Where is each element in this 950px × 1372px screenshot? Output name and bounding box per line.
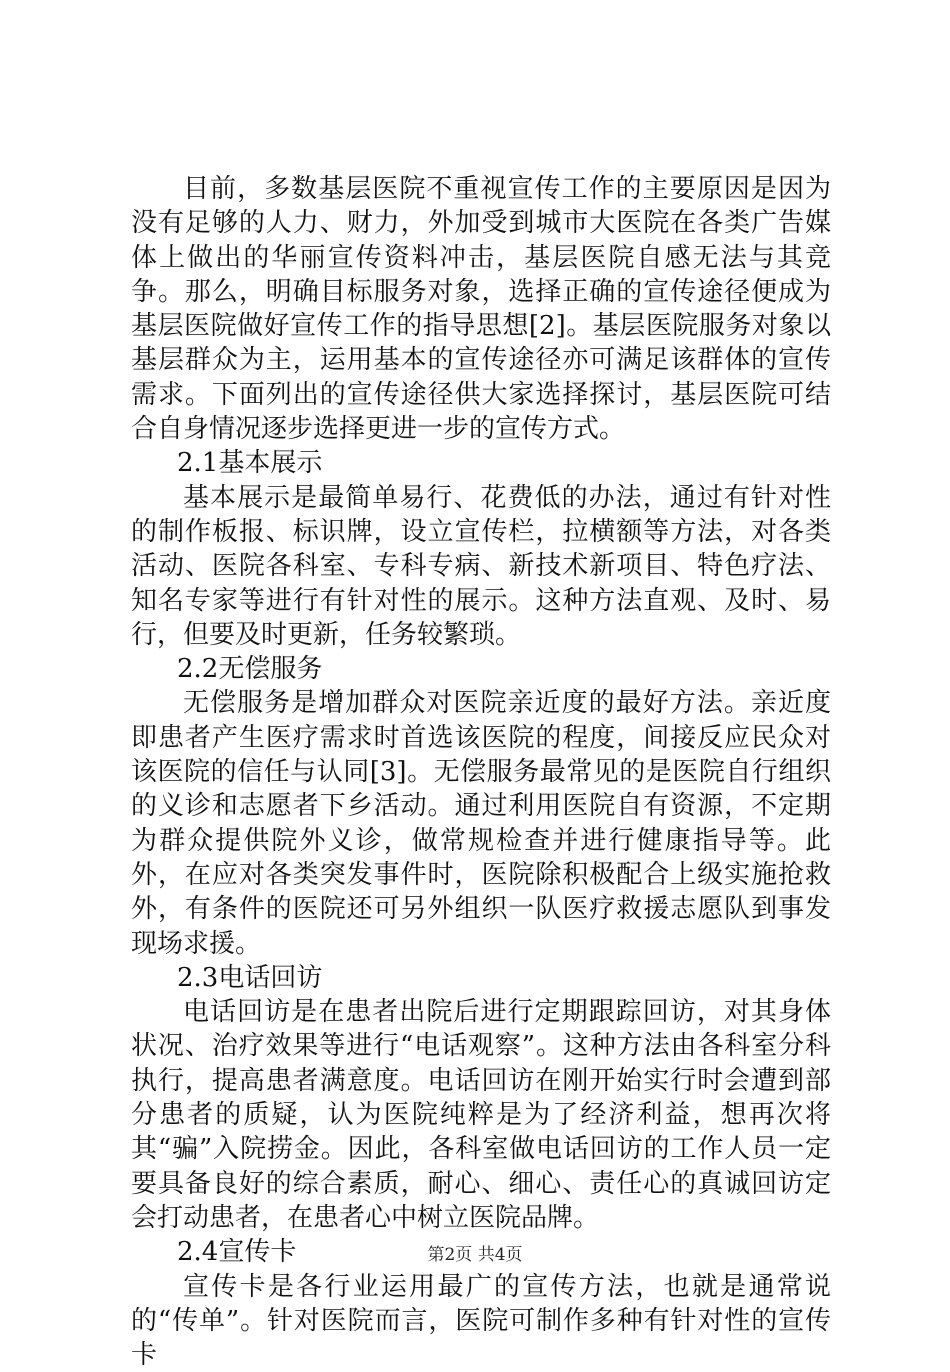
paragraph-intro: 目前，多数基层医院不重视宣传工作的主要原因是因为没有足够的人力、财力，外加受到城市大医院在各类广告媒体上做出的华丽宣传资料冲击，基层医院自感无法与其竞争。那么，明确目标服务对象，选择正确的宣传途径便成为基层医院做好宣传工作的指导思想[2]。基层医院服务对象以基层群众为主，运用基本的宣传途径亦可满足该群体的宣传需求。下面列出的宣传途径供大家选择探讨，基层医院可结合自身情况逐步选择更进一步的宣传方式。 xyxy=(131,172,831,446)
section-heading-2-3: 2.3电话回访 xyxy=(131,961,831,995)
paragraph-phone-followup: 电话回访是在患者出院后进行定期跟踪回访，对其身体状况、治疗效果等进行“电话观察”。这种方法由各科室分科执行，提高患者满意度。电话回访在刚开始实行时会遭到部分患者的质疑，认为医院纯粹是为了经济利益，想再次将其“骗”入院捞金。因此，各科室做电话回访的工作人员一定要具备良好的综合素质，耐心、细心、责任心的真诚回访定会打动患者，在患者心中树立医院品牌。 xyxy=(131,995,831,1235)
paragraph-flyer: 宣传卡是各行业运用最广的宣传方法，也就是通常说的“传单”。针对医院而言，医院可制作多种有针对性的宣传卡 xyxy=(131,1270,831,1372)
section-heading-2-2: 2.2无偿服务 xyxy=(131,652,831,686)
document-body xyxy=(131,172,831,1372)
paragraph-free-service: 无偿服务是增加群众对医院亲近度的最好方法。亲近度即患者产生医疗需求时首选该医院的程度，间接反应民众对该医院的信任与认同[3]。无偿服务最常见的是医院自行组织的义诊和志愿者下乡活动。通过利用医院自有资源，不定期为群众提供院外义诊，做常规检查并进行健康指导等。此外，在应对各类突发事件时，医院除积极配合上级实施抢救外，有条件的医院还可另外组织一队医疗救援志愿队到事发现场求援。 xyxy=(131,686,831,960)
section-heading-2-4: 2.4宣传卡 xyxy=(131,1235,831,1269)
page-footer: 第2页 共4页 xyxy=(0,1240,950,1265)
paragraph-basic-display: 基本展示是最简单易行、花费低的办法，通过有针对性的制作板报、标识牌，设立宣传栏，拉横额等方法，对各类活动、医院各科室、专科专病、新技术新项目、特色疗法、知名专家等进行有针对性的展示。这种方法直观、及时、易行，但要及时更新，任务较繁琐。 xyxy=(131,481,831,652)
section-heading-2-1: 2.1基本展示 xyxy=(131,446,831,480)
